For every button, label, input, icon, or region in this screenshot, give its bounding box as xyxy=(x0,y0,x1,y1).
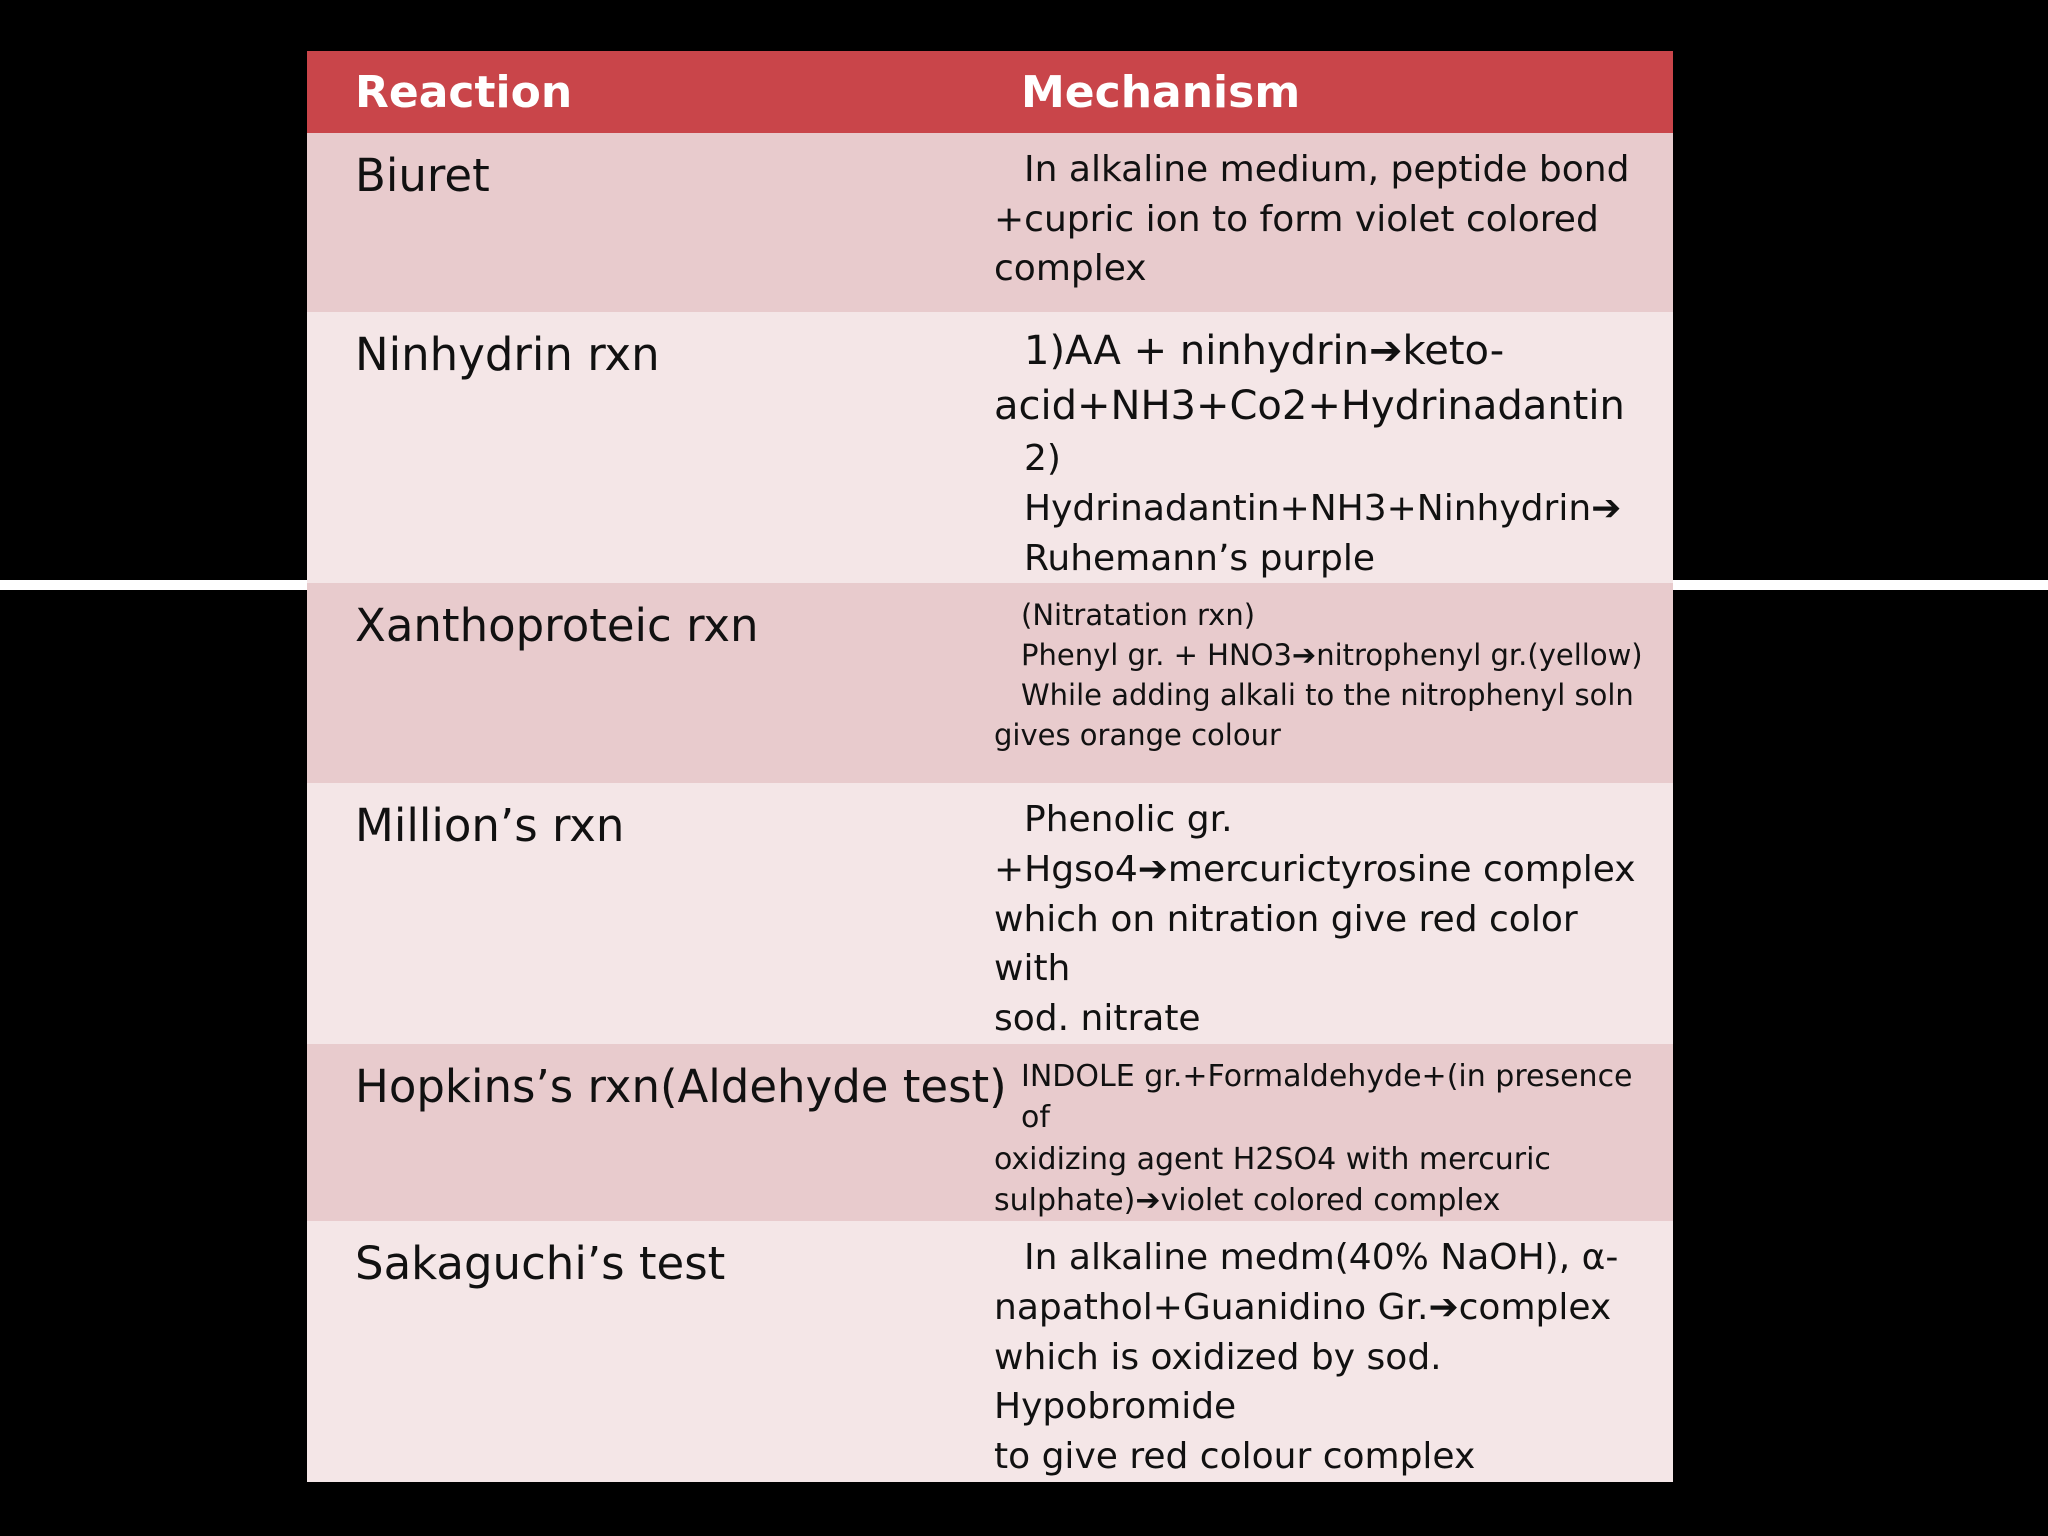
reaction-name: Xanthoproteic rxn xyxy=(307,583,991,783)
mechanism-line: +Hgso4➔mercurictyrosine complex xyxy=(994,849,1636,891)
reaction-name: Ninhydrin rxn xyxy=(307,312,991,583)
mechanism-line: 1)AA + ninhydrin➔keto- xyxy=(1024,328,1505,374)
table-row xyxy=(307,783,1673,1043)
mechanism-line: In alkaline medium, peptide bond xyxy=(1024,149,1630,190)
mechanism-text xyxy=(991,312,1673,583)
mechanism-line: gives orange colour xyxy=(994,718,1281,753)
mechanism-line: Ruhemann’s purple xyxy=(1024,537,1376,579)
reaction-name: Biuret xyxy=(307,133,991,312)
mechanism-line: which on nitration give red color with xyxy=(994,898,1578,990)
mechanism-text xyxy=(991,583,1673,783)
mechanism-line: In alkaline medm(40% NaOH), α- xyxy=(1024,1237,1619,1279)
mechanism-line: complex xyxy=(994,248,1147,290)
mechanism-line: (Nitratation rxn) xyxy=(1021,598,1256,633)
mechanism-line: which is oxidized by sod. Hypobromide xyxy=(994,1336,1442,1428)
header-reaction: Reaction xyxy=(307,51,991,133)
mechanism-text xyxy=(991,133,1673,312)
mechanism-line: While adding alkali to the nitrophenyl soln xyxy=(1021,678,1634,713)
mechanism-line: Phenyl gr. + HNO3➔nitrophenyl gr.(yellow) xyxy=(1021,638,1643,673)
table-header-row xyxy=(307,51,1673,133)
table-row xyxy=(307,133,1673,312)
mechanism-line: sulphate)➔violet colored complex xyxy=(994,1182,1501,1218)
mechanism-line: acid+NH3+Co2+Hydrinadantin xyxy=(994,383,1625,430)
reaction-table xyxy=(307,51,1673,1482)
mechanism-line: napathol+Guanidino Gr.➔complex xyxy=(994,1286,1612,1328)
mechanism-line: to give red colour complex xyxy=(994,1436,1476,1477)
mechanism-line: 2) Hydrinadantin+NH3+Ninhydrin➔ xyxy=(1024,438,1622,530)
mechanism-line: +cupric ion to form violet colored xyxy=(994,198,1599,240)
mechanism-line: INDOLE gr.+Formaldehyde+(in presence of xyxy=(1021,1058,1633,1136)
reaction-name: Hopkins’s rxn(Aldehyde test) xyxy=(307,1044,991,1222)
mechanism-text xyxy=(991,1044,1673,1222)
mechanism-line: Phenolic gr. xyxy=(1024,799,1233,841)
table-row xyxy=(307,1221,1673,1481)
reaction-name: Sakaguchi’s test xyxy=(307,1221,991,1481)
mechanism-line: sod. nitrate xyxy=(994,998,1201,1040)
table-row xyxy=(307,583,1673,783)
table-row xyxy=(307,1044,1673,1222)
mechanism-text xyxy=(991,783,1673,1043)
table-row xyxy=(307,312,1673,583)
reaction-name: Million’s rxn xyxy=(307,783,991,1043)
mechanism-line: oxidizing agent H2SO4 with mercuric xyxy=(994,1141,1551,1177)
header-mechanism: Mechanism xyxy=(991,51,1673,133)
mechanism-text xyxy=(991,1221,1673,1481)
